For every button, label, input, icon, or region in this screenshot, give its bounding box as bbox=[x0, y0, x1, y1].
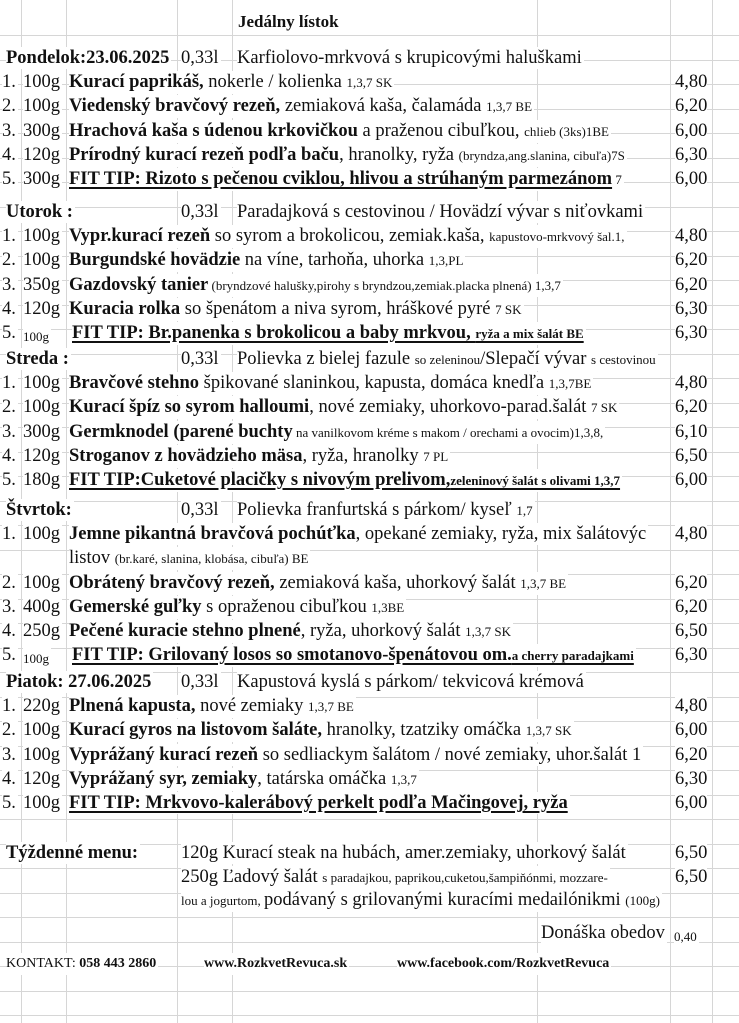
menu-item-row bbox=[0, 296, 739, 320]
item-number: 4. bbox=[2, 621, 16, 641]
menu-item-row bbox=[0, 521, 739, 545]
menu-item-row bbox=[0, 443, 739, 467]
text-segment: 1,3,7 SK bbox=[346, 75, 393, 90]
menu-item-row bbox=[0, 247, 739, 271]
item-description bbox=[69, 396, 619, 419]
day-header-row bbox=[0, 45, 739, 69]
text-segment: , tatárska omáčka bbox=[257, 769, 391, 789]
weekly-label: Týždenné menu: bbox=[6, 843, 139, 863]
item-description bbox=[69, 768, 419, 791]
item-description bbox=[69, 719, 574, 742]
text-segment: FIT TIP: Mrkvovo-kalerábový perkelt podľa Mačingovej, ryža bbox=[69, 793, 568, 813]
text-segment: 7 PL bbox=[423, 449, 449, 464]
item-price: 6,10 bbox=[675, 422, 708, 442]
item-price: 6,00 bbox=[675, 470, 708, 490]
text-segment: , nové zemiaky, uhorkovo-parad.šalát bbox=[309, 397, 592, 417]
text-segment: Hrachová kaša s údenou krkovičkou bbox=[69, 121, 358, 141]
text-segment: , ryža, uhorkový šalát bbox=[300, 621, 466, 641]
grid-line bbox=[0, 819, 739, 820]
item-weight: 100g bbox=[23, 720, 60, 740]
text-segment: , ryža, hranolky bbox=[302, 446, 424, 466]
menu-item-row bbox=[0, 166, 739, 190]
item-description bbox=[72, 644, 636, 667]
item-price: 6,00 bbox=[675, 720, 708, 740]
item-number: 5. bbox=[2, 323, 16, 343]
grid-line bbox=[0, 35, 739, 36]
weekly-menu-row bbox=[0, 840, 739, 864]
menu-item-row bbox=[0, 467, 739, 491]
text-segment: Gazdovský tanier bbox=[69, 275, 209, 295]
text-segment: 7 SK bbox=[495, 302, 522, 317]
item-number: 5. bbox=[2, 793, 16, 813]
text-segment: 7 SK bbox=[591, 400, 618, 415]
contact-facebook[interactable]: www.facebook.com/RozkvetRevuca bbox=[397, 953, 611, 975]
page-title: Jedálny lístok bbox=[238, 12, 339, 31]
text-segment: Kurací špíz so syrom halloumi bbox=[69, 397, 310, 417]
weekly-menu-row bbox=[0, 864, 739, 888]
item-price: 6,20 bbox=[675, 250, 708, 270]
item-description bbox=[69, 168, 624, 191]
text-segment: 7 bbox=[612, 172, 622, 187]
weekly-item-description bbox=[181, 866, 610, 889]
item-weight: 120g bbox=[23, 769, 60, 789]
weekly-item-price: 6,50 bbox=[675, 843, 708, 863]
item-number: 3. bbox=[2, 422, 16, 442]
text-segment: Paradajková s cestovinou / Hovädzí vývar s niťovkami bbox=[237, 202, 644, 222]
text-segment: 1,3,7 SK bbox=[525, 723, 572, 738]
soup-size: 0,33l bbox=[181, 202, 219, 222]
text-segment: podávaný s grilovanými kuracími medailónikmi bbox=[264, 890, 626, 910]
menu-item-row bbox=[0, 320, 739, 344]
item-description bbox=[69, 596, 406, 619]
menu-item-row bbox=[0, 223, 739, 247]
day-label: Štvrtok: bbox=[6, 500, 72, 520]
text-segment: a praženou cibuľkou, bbox=[357, 121, 525, 141]
text-segment: 250g Ľadový šalát bbox=[181, 866, 323, 887]
text-segment: zeleninový šalát s olivami 1,3,7 bbox=[450, 473, 621, 488]
item-description bbox=[69, 95, 534, 118]
item-weight: 350g bbox=[23, 275, 60, 295]
delivery-row bbox=[0, 920, 739, 944]
item-description bbox=[69, 620, 513, 643]
item-weight: 400g bbox=[23, 597, 60, 617]
contact-phone: 058 443 2860 bbox=[79, 956, 157, 971]
text-segment: 1,3,7 SK bbox=[465, 624, 512, 639]
text-segment: FIT TIP: Grilovaný losos so smotanovo-špenátovou om. bbox=[72, 645, 512, 665]
menu-item-row bbox=[0, 790, 739, 814]
item-number: 4. bbox=[2, 769, 16, 789]
text-segment: hranolky, tzatziky omáčka bbox=[322, 720, 526, 740]
contact-web[interactable]: www.RozkvetRevuca.sk bbox=[204, 953, 349, 975]
text-segment: so zeleninou bbox=[414, 352, 481, 367]
menu-item-row bbox=[0, 766, 739, 790]
item-description bbox=[69, 298, 524, 321]
menu-item-row bbox=[0, 93, 739, 117]
text-segment: Vyprážaný syr, zemiaky bbox=[69, 769, 258, 789]
weekly-menu-continuation bbox=[0, 887, 739, 911]
item-weight: 300g bbox=[23, 121, 60, 141]
menu-item-row bbox=[0, 394, 739, 418]
text-segment: Kurací paprikáš, bbox=[69, 72, 204, 92]
text-segment: 1,7 bbox=[516, 503, 533, 518]
item-price: 4,80 bbox=[675, 373, 708, 393]
item-price: 6,00 bbox=[675, 169, 708, 189]
item-description bbox=[69, 249, 465, 272]
text-segment: /Slepačí vývar bbox=[480, 349, 592, 369]
item-number: 3. bbox=[2, 597, 16, 617]
text-segment: 120g Kurací steak na hubách, amer.zemiaky, uhorkový šalát bbox=[181, 843, 626, 863]
item-price: 4,80 bbox=[675, 524, 708, 544]
item-description bbox=[69, 445, 450, 468]
day-label: Streda : bbox=[6, 349, 69, 369]
item-price: 4,80 bbox=[675, 696, 708, 716]
menu-item-row bbox=[0, 69, 739, 93]
text-segment: 1,3,PL bbox=[428, 253, 464, 268]
menu-item-row bbox=[0, 642, 739, 666]
text-segment: Gemerské guľky bbox=[69, 597, 202, 617]
item-price: 6,30 bbox=[675, 145, 708, 165]
text-segment: Viedenský bravčový rezeň, bbox=[69, 96, 281, 116]
day-label: Pondelok:23.06.2025 bbox=[6, 48, 170, 68]
text-segment: Germknodel (parené buchty bbox=[69, 422, 293, 442]
item-number: 5. bbox=[2, 470, 16, 490]
weekly-item-description bbox=[181, 842, 628, 864]
item-number: 1. bbox=[2, 72, 16, 92]
item-number: 4. bbox=[2, 145, 16, 165]
text-segment: s cestovinou bbox=[591, 352, 656, 367]
item-weight: 100g bbox=[23, 573, 60, 593]
item-description bbox=[69, 421, 605, 444]
text-segment: na víne, tarhoňa, uhorka bbox=[240, 250, 429, 270]
grid-line bbox=[0, 1015, 739, 1016]
item-number: 1. bbox=[2, 696, 16, 716]
menu-item-row bbox=[0, 618, 739, 642]
delivery-price: 0,40 bbox=[674, 926, 699, 948]
text-segment: kapustovo-mrkvový šal.1, bbox=[489, 229, 625, 244]
weekly-item-description-cont bbox=[181, 889, 662, 912]
item-price: 6,30 bbox=[675, 323, 708, 343]
item-number: 4. bbox=[2, 446, 16, 466]
item-number: 2. bbox=[2, 250, 16, 270]
text-segment: 1,3,7 BE bbox=[486, 99, 533, 114]
weekly-item-price: 6,50 bbox=[675, 866, 708, 887]
item-price: 6,00 bbox=[675, 121, 708, 141]
soup-size: 0,33l bbox=[181, 48, 219, 68]
text-segment: nokerle / kolienka bbox=[203, 72, 347, 92]
text-segment: s opraženou cibuľkou bbox=[201, 597, 372, 617]
item-price: 6,20 bbox=[675, 597, 708, 617]
text-segment: (100g) bbox=[625, 893, 660, 908]
item-weight: 100g bbox=[23, 648, 51, 670]
soup-name bbox=[237, 201, 645, 223]
text-segment: 1,3,7 bbox=[390, 772, 417, 787]
item-price: 4,80 bbox=[675, 72, 708, 92]
item-weight: 100g bbox=[23, 524, 60, 544]
item-number: 3. bbox=[2, 275, 16, 295]
item-number: 1. bbox=[2, 373, 16, 393]
item-description bbox=[69, 695, 356, 718]
text-segment: FIT TIP: Br.panenka s brokolicou a baby mrkvou, bbox=[72, 323, 476, 343]
item-number: 1. bbox=[2, 226, 16, 246]
text-segment: (bryndza,ang.slanina, cibuľa)7S bbox=[458, 148, 625, 163]
item-weight: 100g bbox=[23, 793, 60, 813]
soup-size: 0,33l bbox=[181, 349, 219, 369]
menu-item-row bbox=[0, 594, 739, 618]
item-price: 6,20 bbox=[675, 397, 708, 417]
item-price: 6,30 bbox=[675, 299, 708, 319]
item-description bbox=[69, 792, 570, 814]
text-segment: (bryndzové halušky,pirohy s bryndzou,zemiak.placka plnená) 1,3,7 bbox=[208, 278, 561, 293]
text-segment: Polievka franfurtská s párkom/ kyseľ bbox=[237, 500, 517, 520]
item-weight: 120g bbox=[23, 446, 60, 466]
text-segment: Stroganov z hovädzieho mäsa bbox=[69, 446, 303, 466]
item-description bbox=[72, 322, 586, 345]
item-price: 6,50 bbox=[675, 446, 708, 466]
text-segment: Kapustová kyslá s párkom/ tekvicová krémová bbox=[237, 672, 584, 692]
item-price: 6,50 bbox=[675, 621, 708, 641]
text-segment: špikované slaninkou, kapusta, domáca knedľa bbox=[199, 373, 549, 393]
item-weight: 100g bbox=[23, 96, 60, 116]
menu-item-row bbox=[0, 272, 739, 296]
text-segment: FIT TIP: Rizoto s pečenou cviklou, hlivou a strúhaným parmezánom bbox=[69, 169, 613, 189]
day-header-row bbox=[0, 497, 739, 521]
text-segment: Burgundské hovädzie bbox=[69, 250, 241, 270]
item-number: 2. bbox=[2, 720, 16, 740]
text-segment: zemiaková kaša, čalamáda bbox=[280, 96, 487, 116]
item-number: 2. bbox=[2, 573, 16, 593]
item-description bbox=[69, 144, 627, 167]
contact-row bbox=[0, 950, 739, 974]
item-weight: 100g bbox=[23, 745, 60, 765]
menu-item-row bbox=[0, 717, 739, 741]
text-segment: , opekané zemiaky, ryža, mix šalátovýc bbox=[355, 524, 647, 544]
item-price: 6,30 bbox=[675, 769, 708, 789]
soup-name bbox=[237, 671, 586, 693]
item-number: 3. bbox=[2, 745, 16, 765]
item-description bbox=[69, 523, 648, 545]
text-segment: , hranolky, ryža bbox=[339, 145, 459, 165]
item-number: 2. bbox=[2, 397, 16, 417]
text-segment: 1,3,7 BE bbox=[307, 699, 354, 714]
item-price: 6,00 bbox=[675, 793, 708, 813]
item-price: 6,20 bbox=[675, 275, 708, 295]
soup-name bbox=[237, 47, 584, 69]
item-weight: 120g bbox=[23, 145, 60, 165]
day-header-row bbox=[0, 199, 739, 223]
item-weight: 250g bbox=[23, 621, 60, 641]
grid-line bbox=[0, 991, 739, 992]
item-description bbox=[69, 71, 394, 94]
text-segment: so špenátom a niva syrom, hráškové pyré bbox=[180, 299, 496, 319]
day-label: Utorok : bbox=[6, 202, 73, 222]
text-segment: 1,3,7 BE bbox=[520, 576, 567, 591]
text-segment: Jemne pikantná bravčová pochúťka bbox=[69, 524, 356, 544]
text-segment: Obrátený bravčový rezeň, bbox=[69, 573, 275, 593]
item-weight: 100g bbox=[23, 72, 60, 92]
text-segment: Polievka z bielej fazule bbox=[237, 349, 415, 369]
text-segment: zemiaková kaša, uhorkový šalát bbox=[274, 573, 521, 593]
item-weight: 100g bbox=[23, 250, 60, 270]
item-description bbox=[69, 225, 627, 248]
day-header-row bbox=[0, 669, 739, 693]
soup-size: 0,33l bbox=[181, 672, 219, 692]
item-price: 4,80 bbox=[675, 226, 708, 246]
text-segment: chlieb (3ks)1BE bbox=[524, 124, 609, 139]
text-segment: 1,3,7BE bbox=[548, 376, 592, 391]
text-segment: Kurací gyros na listovom šaláte, bbox=[69, 720, 322, 740]
text-segment: a cherry paradajkami bbox=[511, 648, 634, 663]
menu-item-row bbox=[0, 419, 739, 443]
item-weight: 100g bbox=[23, 373, 60, 393]
item-description bbox=[69, 120, 611, 143]
item-number: 4. bbox=[2, 299, 16, 319]
item-price: 6,20 bbox=[675, 96, 708, 116]
text-segment: FIT TIP:Cuketové placičky s nivovým prelivom, bbox=[69, 470, 451, 490]
text-segment: ryža a mix šalát BE bbox=[475, 326, 584, 341]
item-number: 1. bbox=[2, 524, 16, 544]
item-weight: 300g bbox=[23, 422, 60, 442]
item-description bbox=[69, 469, 622, 492]
menu-item-row bbox=[0, 693, 739, 717]
text-segment: listov bbox=[69, 548, 115, 568]
text-segment: Vypr.kurací rezeň bbox=[69, 226, 211, 246]
delivery-label: Donáška obedov bbox=[541, 923, 665, 943]
item-description-cont bbox=[69, 547, 310, 570]
text-segment: s paradajkou, paprikou,cuketou,šampiňónmi, mozzare- bbox=[322, 869, 608, 885]
text-segment: na vanilkovom kréme s makom / orechami a ovocim)1,3,8, bbox=[292, 425, 604, 440]
item-weight: 220g bbox=[23, 696, 60, 716]
text-segment: so sedliackym šalátom / nové zemiaky, uhor.šalát 1 bbox=[258, 745, 642, 765]
item-description bbox=[69, 572, 568, 595]
day-label: Piatok: 27.06.2025 bbox=[6, 672, 152, 692]
item-number: 3. bbox=[2, 121, 16, 141]
contact-label: KONTAKT: bbox=[6, 956, 80, 971]
text-segment: Karfiolovo-mrkvová s krupicovými haluškami bbox=[237, 48, 582, 68]
text-segment: lou a jogurtom, bbox=[181, 893, 265, 908]
soup-size: 0,33l bbox=[181, 500, 219, 520]
text-segment: Bravčové stehno bbox=[69, 373, 199, 393]
text-segment: nové zemiaky bbox=[195, 696, 308, 716]
text-segment: Pečené kuracie stehno plnené bbox=[69, 621, 301, 641]
menu-item-row bbox=[0, 742, 739, 766]
item-price: 6,20 bbox=[675, 745, 708, 765]
menu-item-row bbox=[0, 118, 739, 142]
item-price: 6,20 bbox=[675, 573, 708, 593]
menu-item-row bbox=[0, 370, 739, 394]
item-description bbox=[69, 744, 643, 766]
text-segment: Plnená kapusta, bbox=[69, 696, 196, 716]
text-segment: Kuracia rolka bbox=[69, 299, 181, 319]
item-weight: 300g bbox=[23, 169, 60, 189]
item-number: 5. bbox=[2, 169, 16, 189]
item-weight: 100g bbox=[23, 397, 60, 417]
item-description bbox=[69, 274, 563, 297]
item-weight: 100g bbox=[23, 326, 51, 348]
item-description bbox=[69, 372, 593, 395]
day-header-row bbox=[0, 346, 739, 370]
item-price: 6,30 bbox=[675, 645, 708, 665]
item-number: 5. bbox=[2, 645, 16, 665]
item-weight: 180g bbox=[23, 470, 60, 490]
item-weight: 100g bbox=[23, 226, 60, 246]
menu-item-row bbox=[0, 570, 739, 594]
item-number: 2. bbox=[2, 96, 16, 116]
menu-item-continuation bbox=[0, 545, 739, 569]
text-segment: Vyprážaný kurací rezeň bbox=[69, 745, 259, 765]
text-segment: 1,3BE bbox=[371, 600, 405, 615]
item-weight: 120g bbox=[23, 299, 60, 319]
soup-name bbox=[237, 348, 658, 371]
title-row bbox=[0, 9, 739, 33]
text-segment: so syrom a brokolicou, zemiak.kaša, bbox=[210, 226, 490, 246]
text-segment: (br.karé, slanina, klobása, cibuľa) BE bbox=[114, 551, 309, 566]
menu-item-row bbox=[0, 142, 739, 166]
grid-line bbox=[0, 917, 739, 918]
text-segment: Prírodný kurací rezeň podľa baču bbox=[69, 145, 340, 165]
soup-name bbox=[237, 499, 535, 522]
